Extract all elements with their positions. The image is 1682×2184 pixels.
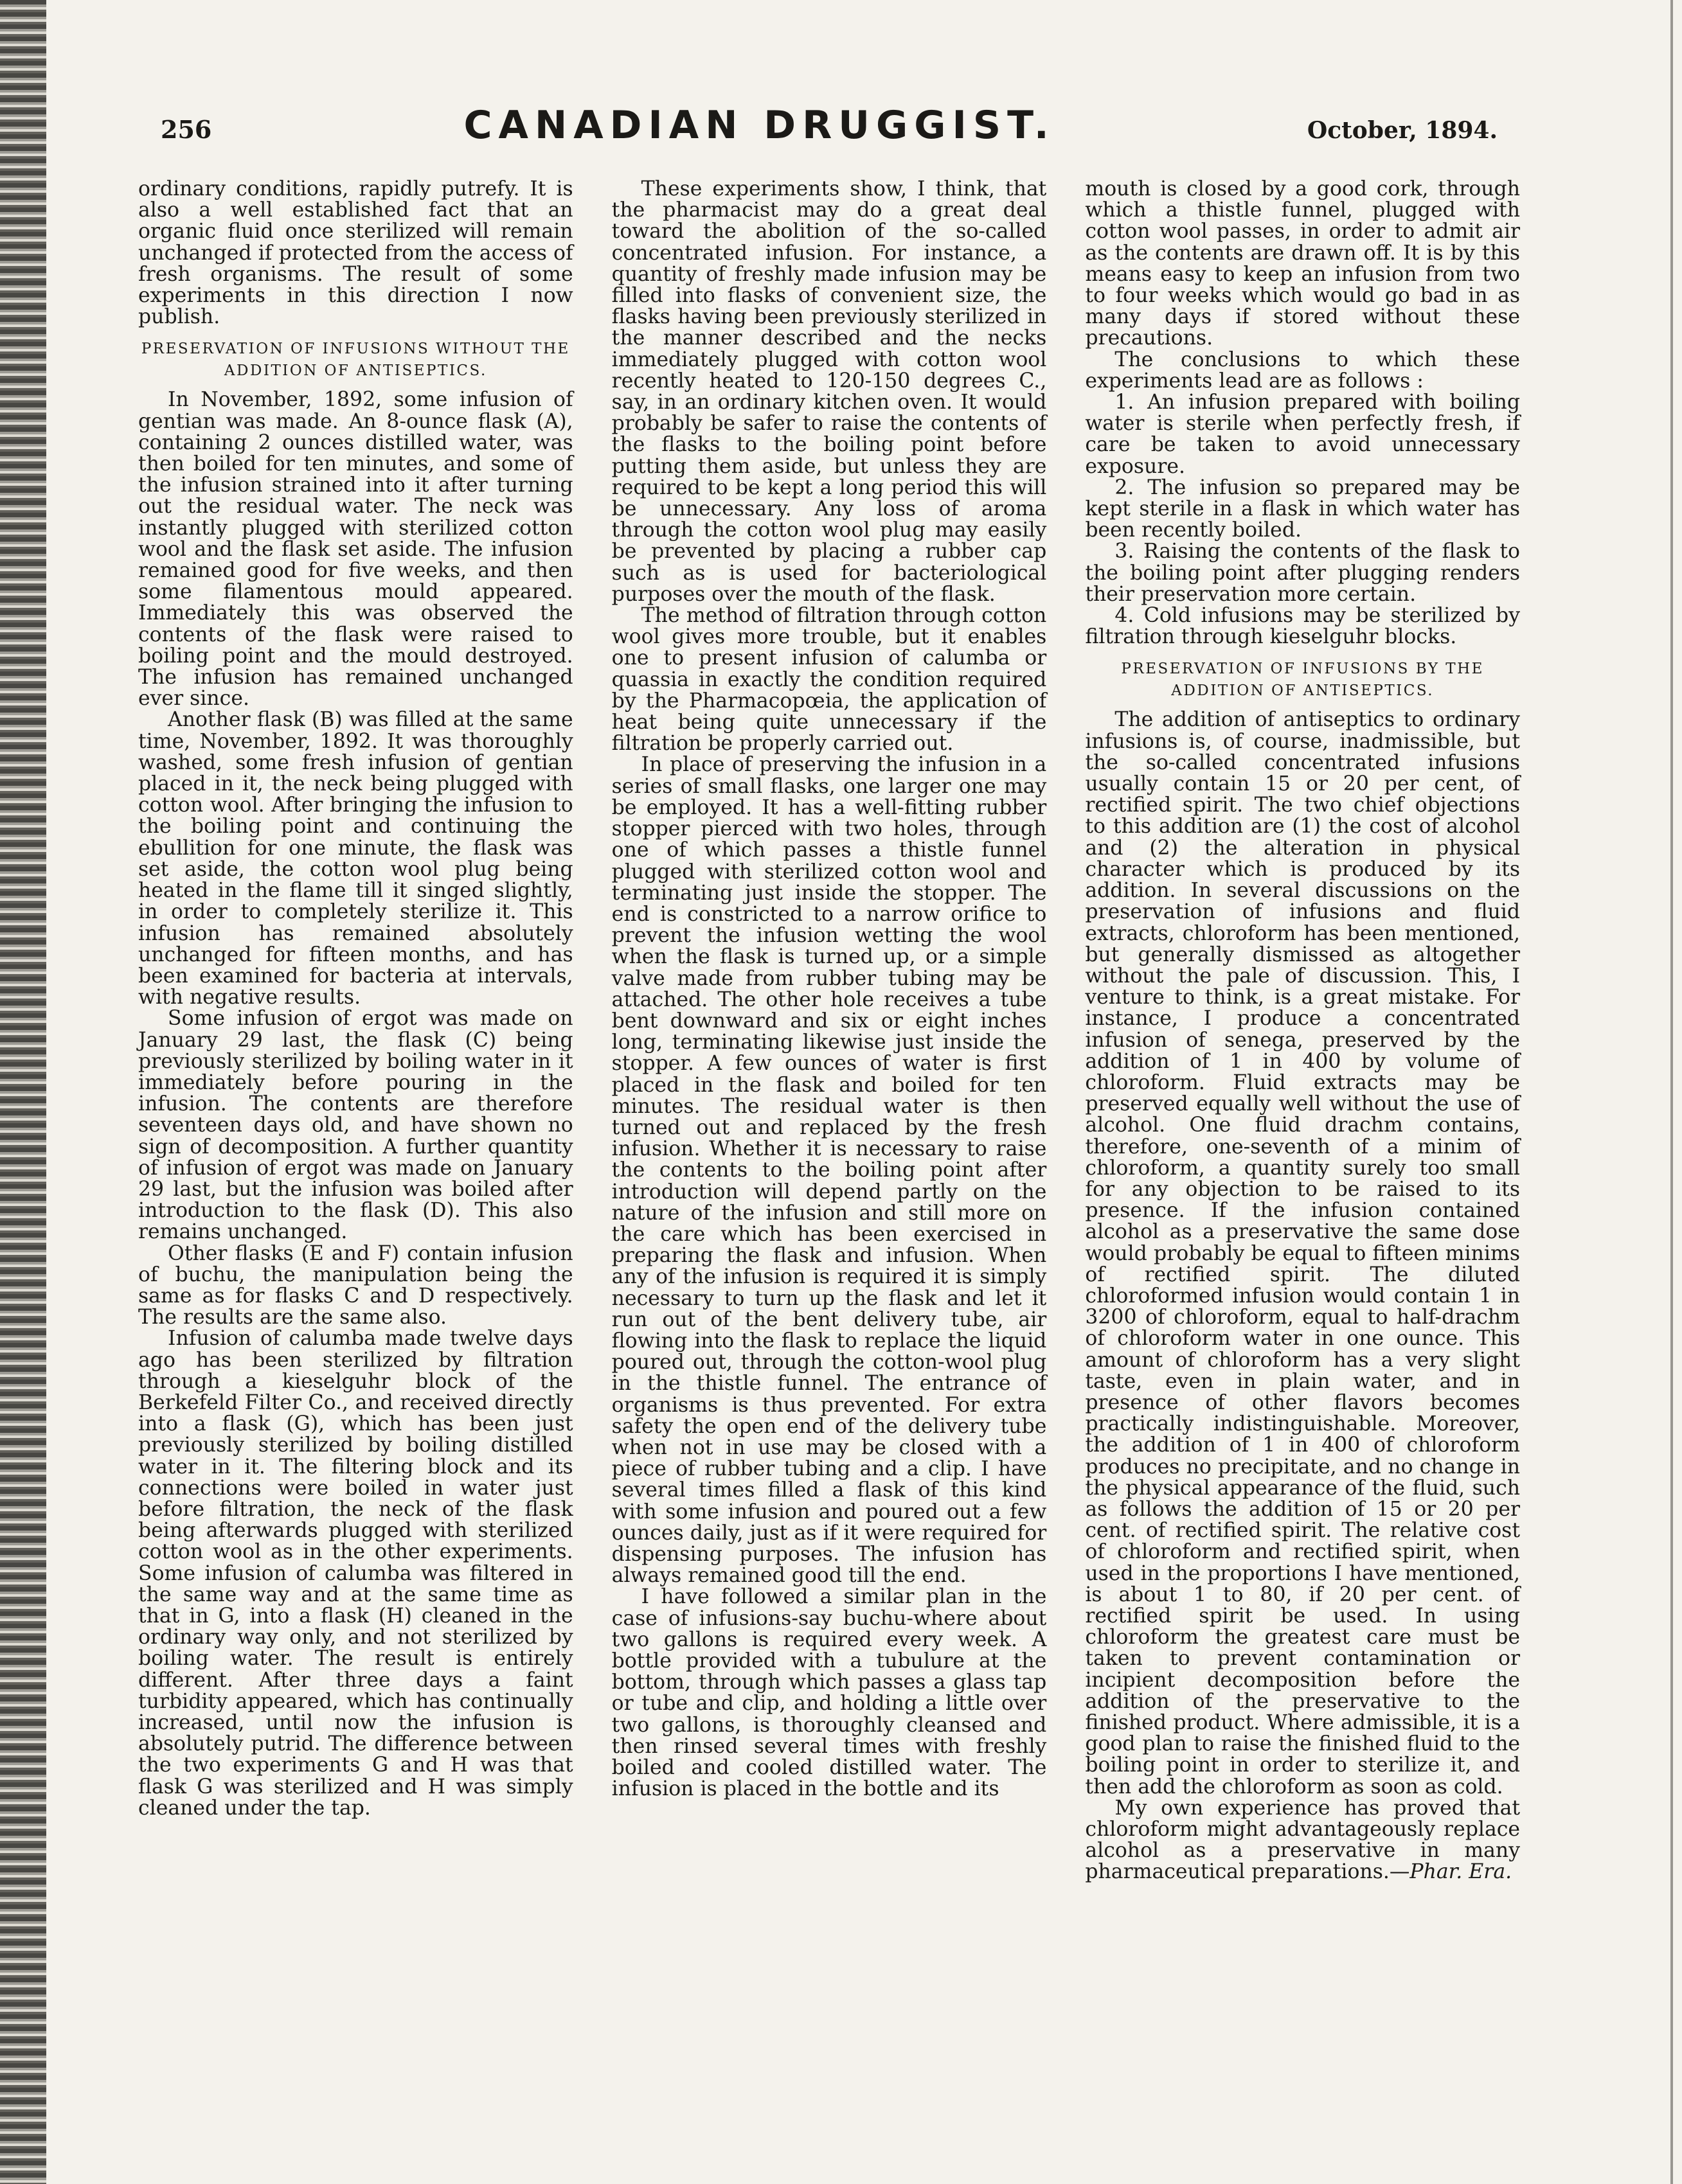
conclusion-item: 1. An infusion prepared with boiling water is sterile when perfectly fresh, if care be taken to avoid unnecessary exposure. [1085,391,1521,478]
paragraph: Another flask (B) was filled at the same time, November, 1892. It was thoroughly washed, some fresh infusion of gentian placed in it, the neck being plugged with cotton wool. After bringing the infusion to the boiling point and continuing the ebullition for one minute, the flask was set aside, the cotton wool plug being heated in the flame till it singed slightly, in order to completely sterilize it. This infusion has remained absolutely unchanged for fifteen months, and has been examined for bacteria at intervals, with negative results. [138,708,573,1009]
section-heading-line: PRESERVATION OF INFUSIONS WITHOUT THE [141,341,570,358]
column-1 [138,179,573,2119]
page-header [161,103,1498,148]
conclusion-item: 4. Cold infusions may be sterilized by filtration through kieselguhr blocks. [1085,604,1521,649]
paragraph: Other flasks (E and F) contain infusion of buchu, the manipulation being the same as for flasks C and D respectively. The results are the same also. [138,1241,573,1329]
masthead-title: CANADIAN DRUGGIST. [463,103,1055,148]
paragraph: In place of preserving the infusion in a series of small flasks, one larger one may be employed. It has a well-fitting rubber stopper pierced with two holes, through one of which passes a thistle funnel plugged with sterilized cotton wool and terminating just inside the stopper. The end is constricted to a narrow orifice to prevent the infusion wetting the wool when the flask is turned up, or a simple valve made from rubber tubing may be attached. The other hole receives a tube bent downward and six or eight inches long, terminating likewise just inside the stopper. A few ounces of water is first placed in the flask and boiled for ten minutes. The residual water is then turned out and replaced by the fresh infusion. Whether it is necessary to raise the contents to the boiling point after introduction will depend partly on the nature of the infusion and still more on the care which has been exercised in preparing the flask and infusion. When any of the infusion is required it is simply necessary to turn up the flask and let it run out of the bent delivery tube, air flowing into the flask to replace the liquid poured out, through the cotton-wool plug in the thistle funnel. The entrance of organisms is thus prevented. For extra safety the open end of the delivery tube when not in use may be closed with a piece of rubber tubing and a clip. I have several times filled a flask of this kind with some infusion and poured out a few ounces daily, just as if it were required for dispensing purposes. The infusion has always remained good till the end. [611,753,1047,1588]
section-heading-line: PRESERVATION OF INFUSIONS BY THE [1121,661,1484,678]
section-heading [1085,658,1520,702]
source-attribution: Phar. Era. [1409,1860,1512,1884]
column-3 [1085,179,1520,2119]
section-heading-line: ADDITION OF ANTISEPTICS. [1171,682,1435,700]
paragraph: mouth is closed by a good cork, through which a thistle funnel, plugged with cotton wool passes, in order to admit air as the contents are drawn off. It is by this means easy to keep an infusion from two to four weeks which would go bad in as many days if stored without these precautions. [1085,177,1521,350]
section-heading-line: ADDITION OF ANTISEPTICS. [224,362,487,380]
section-heading [138,338,573,382]
issue-date: October, 1894. [1307,117,1498,144]
paragraph: These experiments show, I think, that the pharmacist may do a great deal toward the abolition of the so-called concentrated infusion. For instance, a quantity of freshly made infusion may be filled into flasks of convenient size, the flasks having been previously sterilized in the manner described and the necks immediately plugged with cotton wool recently heated to 120-150 degrees C., say, in an ordinary kitchen oven. It would probably be safer to raise the contents of the flasks to the boiling point before putting them aside, but unless they are required to be kept a long period this will be unnecessary. Any loss of aroma through the cotton wool plug may easily be prevented by placing a rubber cap such as is used for bacteriological purposes over the mouth of the flask. [611,177,1047,606]
paragraph: In November, 1892, some infusion of gentian was made. An 8-ounce flask (A), containing 2 ounces distilled water, was then boiled for ten minutes, and some of the infusion strained into it after turning out the residual water. The neck was instantly plugged with sterilized cotton wool and the flask set aside. The infusion remained good for five weeks, and then some filamentous mould appeared. Immediately this was observed the contents of the flask were raised to boiling point and the mould destroyed. The infusion has remained unchanged ever since. [138,388,573,711]
paragraph: The addition of antiseptics to ordinary infusions is, of course, inadmissible, but the so-called concentrated infusions usually contain 15 or 20 per cent, of rectified spirit. The two chief objections to this addition are (1) the cost of alcohol and (2) the alteration in physical character which is produced by its addition. In several discussions on the preservation of infusions and fluid extracts, chloroform has been mentioned, but generally dismissed as altogether without the pale of discussion. This, I venture to think, is a great mistake. For instance, I produce a concentrated infusion of senega, preserved by the addition of 1 in 400 by volume of chloroform. Fluid extracts may be preserved equally well without the use of alcohol. One fluid drachm contains, therefore, one-seventh of a minim of chloroform, a quantity surely too small for any objection to be raised to its presence. If the infusion contained alcohol as a preservative the same dose would probably be equal to fifteen minims of rectified spirit. The diluted chloroformed infusion would contain 1 in 3200 of chloroform, equal to half-drachm of chloroform water in one ounce. This amount of chloroform has a very slight taste, even in plain water, and in presence of other flavors becomes practically indistinguishable. Moreover, the addition of 1 in 400 of chloroform produces no precipitate, and no change in the physical appearance of the fluid, such as follows the addition of 15 or 20 per cent. of rectified spirit. The relative cost of chloroform and rectified spirit, when used in the proportions I have mentioned, is about 1 to 80, if 20 per cent. of rectified spirit be used. In using chloroform the greatest care must be taken to prevent contamination or incipient decomposition before the addition of the preservative to the finished product. Where admissible, it is a good plan to raise the finished fluid to the boiling point in order to sterilize it, and then add the chloroform as soon as cold. [1085,708,1521,1798]
paragraph: ordinary conditions, rapidly putrefy. It is also a well established fact that an organic fluid once sterilized will remain unchanged if protected from the access of fresh organisms. The result of some experiments in this direction I now publish. [138,177,573,329]
conclusion-item: 3. Raising the contents of the flask to the boiling point after plugging renders their preservation more certain. [1085,540,1521,606]
paragraph-text: My own experience has proved that chloroform might advantageously replace alcohol as a preservative in many pharmaceutical preparations.— [1085,1796,1521,1884]
paragraph: Some infusion of ergot was made on January 29 last, the flask (C) being previously sterilized by boiling water in it immediately before pouring in the infusion. The contents are therefore seventeen days old, and have shown no sign of decomposition. A further quantity of infusion of ergot was made on January 29 last, but the infusion was boiled after introduction to the flask (D). This also remains unchanged. [138,1007,573,1244]
conclusion-item: 2. The infusion so prepared may be kept sterile in a flask in which water has been recently boiled. [1085,475,1521,542]
scanned-page-edge [0,0,46,2184]
paragraph: Infusion of calumba made twelve days ago has been sterilized by filtration through a kieselguhr block of the Berkefeld Filter Co., and received directly into a flask (G), which has been just previously sterilized by boiling distilled water in it. The filtering block and its connections were boiled in water just before filtration, the neck of the flask being afterwards plugged with sterilized cotton wool as in the other experiments. Some infusion of calumba was filtered in the same way and at the same time as that in G, into a flask (H) cleaned in the ordinary way only, and not sterilized by boiling water. The result is entirely different. After three days a faint turbidity appeared, which has continually increased, until now the infusion is absolutely putrid. The difference between the two experiments G and H was that flask G was sterilized and H was simply cleaned under the tap. [138,1327,573,1820]
column-2 [612,179,1047,2119]
scanned-right-edge [1670,0,1673,2184]
article-columns [138,179,1520,2119]
page-number: 256 [161,115,212,144]
paragraph: The conclusions to which these experiments lead are as follows : [1085,348,1521,393]
paragraph: I have followed a similar plan in the case of infusions-say buchu-where about two gallons is required every week. A bottle provided with a tubulure at the bottom, through which passes a glass tap or tube and clip, and holding a little over two gallons, is thoroughly cleansed and then rinsed several times with freshly boiled and cooled distilled water. The infusion is placed in the bottle and its [611,1585,1047,1801]
closing-paragraph [1085,1798,1520,1883]
paragraph: The method of filtration through cotton wool gives more trouble, but it enables one to present infusion of calumba or quassia in exactly the condition required by the Pharmacopœia, the application of heat being quite unnecessary if the filtration be properly carried out. [611,604,1047,756]
